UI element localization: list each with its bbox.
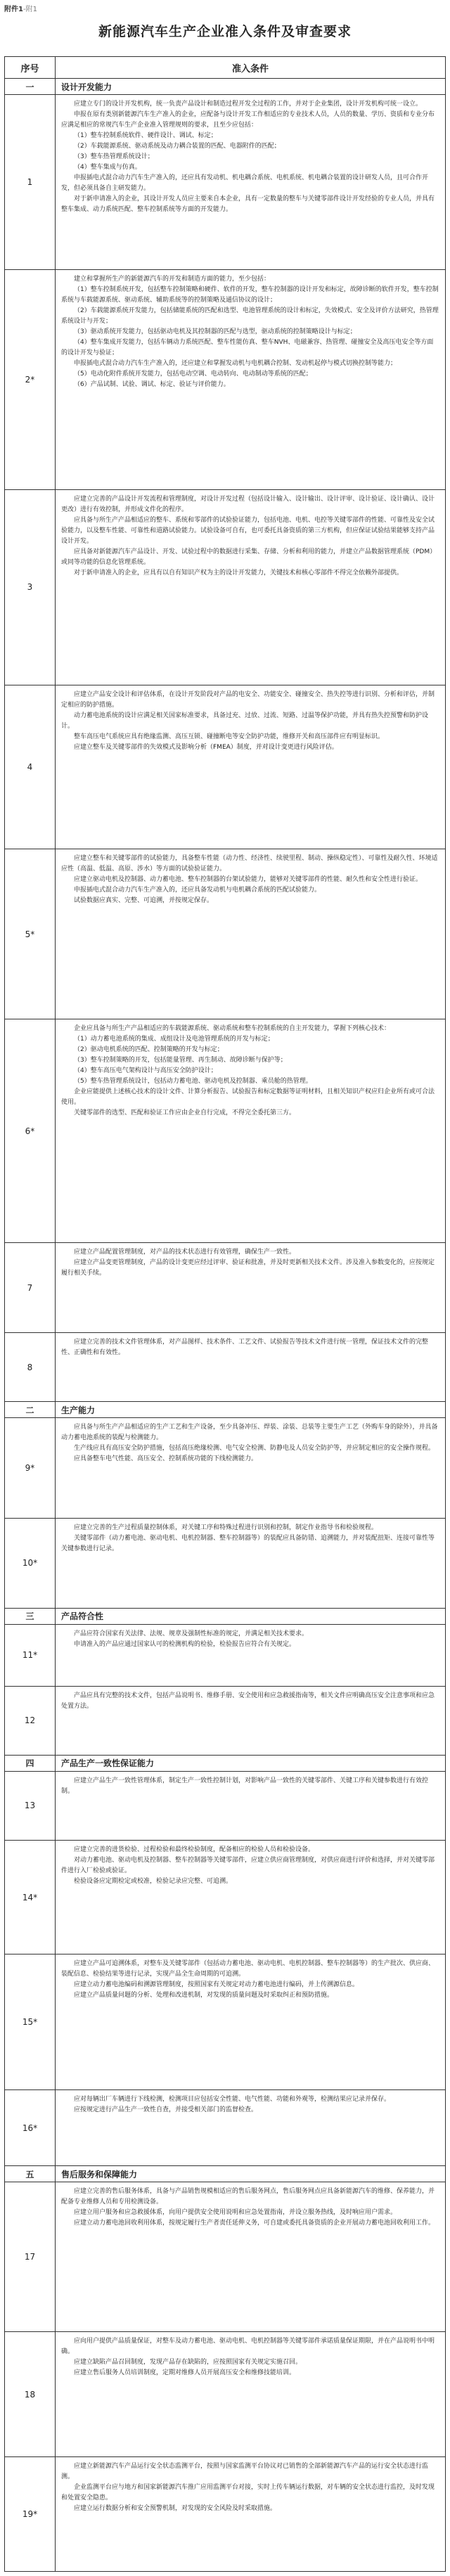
condition-paragraph: 建立和掌握所生产的新能源汽车的开发和制造方面的能力，至少包括： — [74, 275, 271, 283]
condition-paragraph: 关键零部件（动力蓄电池、驱动电机、电机控制器、整车控制器等）的装配应具备防错、追溯能力，并对装配扭矩、连接可靠性等关键参数进行记录。 — [61, 1535, 435, 1553]
table-row — [5, 1333, 445, 1402]
condition-paragraph: 对于新申请准入的企业，应具有以自有知识产权为主的设计开发能力，关键技术和核心零部件不得完全依赖外部提供。 — [74, 569, 404, 577]
row-seq: 1 — [5, 95, 56, 269]
condition-text — [56, 685, 445, 849]
condition-paragraph: 申请准入的产品应通过国家认可的检测机构的检验，检验报告应符合有关规定。 — [74, 1640, 296, 1648]
attachment-tag: 附件1-附1 — [4, 6, 37, 13]
condition-paragraph: （3）整车控制策略的开发，包括能量管理、再生制动、故障诊断与保护等； — [74, 1057, 287, 1064]
row-seq: 14* — [5, 1841, 56, 1954]
condition-paragraph: 应建立新能源汽车产品运行安全状态监测平台，按照与国家监测平台协议对已销售的全部新能源汽车产品的运行安全状态进行监测。 — [61, 2463, 429, 2481]
row-seq: 15* — [5, 1954, 56, 2089]
condition-text — [56, 2182, 445, 2331]
section-row — [5, 2166, 445, 2182]
table-row — [5, 1243, 445, 1333]
table-row — [5, 1519, 445, 1609]
row-seq: 6* — [5, 1019, 56, 1242]
section-row — [5, 1402, 445, 1418]
condition-text — [56, 1519, 445, 1608]
condition-paragraph: 应建立产品质量问题的分析、处理和改进机制，对发现的质量问题及时采取纠正和预防措施。 — [74, 1992, 334, 1999]
condition-text — [56, 1841, 445, 1954]
section-title: 产品符合性 — [61, 1611, 104, 1622]
condition-paragraph: （2）车载能源系统开发能力，包括储能系统的匹配和选型、电池管理系统的设计和标定，失效模式、安全及评价方法研究，热管理系统设计与开发； — [61, 307, 439, 325]
row-seq: 5* — [5, 849, 56, 1019]
condition-paragraph: 应建立缺陷产品召回制度，发现产品存在缺陷的，应按照国家有关规定实施召回。 — [74, 2359, 302, 2366]
condition-paragraph: （1）动力蓄电池系统的集成、成组设计及电池管理系统的开发与标定； — [74, 1036, 274, 1043]
condition-paragraph: 应建立售后服务人员培训制度，定期对维修人员开展高压安全和维修技能培训。 — [74, 2369, 296, 2377]
table-row — [5, 685, 445, 849]
condition-paragraph: （1）整车控制系统软件、硬件设计、调试、标定； — [74, 132, 217, 139]
row-seq: 四 — [5, 1756, 56, 1771]
condition-text — [56, 1625, 445, 1686]
condition-text — [56, 2332, 445, 2456]
condition-text — [56, 1772, 445, 1840]
condition-paragraph: （3）整车热管理系统设计； — [74, 153, 154, 160]
condition-text — [56, 95, 445, 269]
condition-paragraph: （4）整车集成开发能力，包括车辆动力系统匹配、整车性能仿真、整车NVH、电磁兼容、热管理、碰撞安全及高压电安全等方面的设计开发与验证； — [61, 338, 434, 356]
condition-text — [56, 2090, 445, 2165]
condition-paragraph: 应建立驱动电机及控制器、动力蓄电池、整车控制器的台架试验能力，能够对关键零部件的性能、耐久性和安全性进行验证。 — [74, 875, 423, 883]
row-seq: 2* — [5, 270, 56, 489]
condition-paragraph: 产品应符合国家有关法律、法规、规章及强制性标准的规定，并满足相关技术要求。 — [74, 1630, 309, 1637]
section-title: 产品生产一致性保证能力 — [61, 1758, 155, 1769]
table-row — [5, 2182, 445, 2332]
condition-paragraph: 应建立产品变更管理制度，产品的设计变更应经过评审、验证和批准，并及时更新相关技术文件。涉及准入参数变化的，应按规定履行相关手续。 — [61, 1259, 435, 1277]
condition-paragraph: 应建立完善的售后服务体系，具备与产品销售规模相适应的售后服务网点，售后服务网点应具备新能源汽车的维修、保养能力，并配备专业维修人员和专用检测设备。 — [61, 2188, 435, 2206]
header-condition: 准入条件 — [231, 63, 269, 75]
row-seq: 19* — [5, 2457, 56, 2571]
condition-paragraph: （6）产品试制、试验、调试、标定、验证与评价能力。 — [74, 380, 230, 388]
section-row — [5, 1609, 445, 1625]
table-row — [5, 1019, 445, 1243]
condition-paragraph: 申报插电式混合动力汽车生产准入的，还应具有发动机、机电耦合系统、电机系统、机电耦合装置的设计研发人员，且可合作开发，但必须具备自主研发能力。 — [61, 174, 429, 192]
table-row — [5, 95, 445, 270]
section-title: 售后服务和保障能力 — [61, 2169, 138, 2179]
condition-paragraph: 应建立运行数据分析和安全预警机制，对发现的安全风险及时采取措施。 — [74, 2505, 277, 2513]
condition-paragraph: （5）电动化附件系统开发能力，包括电动空调、电动转向、电动制动等系统的匹配； — [74, 370, 312, 378]
condition-paragraph: 应建立产品配置管理制度，对产品的技术状态进行有效管理，确保生产一致性。 — [74, 1249, 296, 1256]
condition-paragraph: 生产线应具有高压安全防护措施，包括高压绝缘检测、电气安全检测、防静电及人员安全防护等，并应制定相应的安全操作规程。 — [74, 1445, 435, 1453]
condition-paragraph: 申报在原有类别新能源汽车生产准入的企业，应配备与设计开发工作相适应的专业技术人员，人员的数量、学历、资质和专业分布应满足相应的常规汽车生产企业准入管理规则的要求，且至少应包括： — [61, 111, 435, 129]
condition-paragraph: 应建立整车及关键零部件的失效模式及影响分析（FMEA）制度，并对设计变更进行风险评估。 — [74, 743, 338, 751]
condition-text — [56, 1333, 445, 1401]
condition-paragraph: 申报插电式混合动力汽车生产准入的，还应具备发动机与电机耦合系统的匹配试验能力。 — [74, 886, 321, 894]
condition-paragraph: 产品应具有完整的技术文件，包括产品说明书、维修手册、安全使用和应急救援指南等，相关文件应明确高压安全注意事项和应急处置方法。 — [61, 1692, 435, 1710]
table-row — [5, 2090, 445, 2166]
table-body — [5, 79, 445, 2571]
condition-text — [56, 2457, 445, 2571]
row-seq: 16* — [5, 2090, 56, 2165]
row-seq: 4 — [5, 685, 56, 849]
condition-text — [56, 1687, 445, 1755]
row-seq: 10* — [5, 1519, 56, 1608]
condition-paragraph: 应具备对新能源汽车产品设计、开发、试验过程中的数据进行采集、存储、分析和利用的能力，并建立产品数据管理系统（PDM）或同等功能的信息化管理系统。 — [61, 548, 437, 566]
header-seq: 序号 — [5, 57, 56, 78]
section-title: 设计开发能力 — [61, 82, 112, 92]
condition-paragraph: 应建立完善的生产过程质量控制体系，对关键工序和特殊过程进行识别和控制，制定作业指导书和检验规程。 — [74, 1524, 378, 1532]
section-row — [5, 79, 445, 95]
condition-paragraph: 应建立产品生产一致性管理体系，制定生产一致性控制计划，对影响产品一致性的关键零部件、关键工序和关键参数进行有效控制。 — [61, 1777, 429, 1795]
row-seq: 13 — [5, 1772, 56, 1840]
condition-text — [56, 1019, 445, 1242]
table-row — [5, 1418, 445, 1519]
condition-paragraph: 应建立完善的技术文件管理体系，对产品图样、技术条件、工艺文件、试验报告等技术文件进行统一管理，保证技术文件的完整性、正确性和有效性。 — [61, 1339, 429, 1357]
condition-paragraph: 应建立专门的设计开发机构，统一负责产品设计和制造过程开发全过程的工作，并对于企业集团，设计开发机构可统一设立。 — [74, 101, 423, 108]
condition-paragraph: 企业应具备与所生产产品相适应的车载能源系统、驱动系统和整车控制系统的自主开发能力，掌握下列核心技术： — [74, 1025, 391, 1033]
condition-text — [56, 1243, 445, 1332]
condition-paragraph: 试验数据应真实、完整、可追溯，并按规定保存。 — [74, 896, 214, 904]
condition-paragraph: 应建立完善的产品设计开发流程和管理制度，对设计开发过程（包括设计输入、设计输出、设计评审、设计验证、设计确认、设计更改）进行有效控制，并形成文件化的程序。 — [61, 495, 435, 513]
row-seq: 五 — [5, 2166, 56, 2182]
table-row — [5, 2457, 445, 2571]
table-row — [5, 2332, 445, 2457]
condition-paragraph: （2）车载能源系统、驱动系统及动力耦合装置的匹配、电器附件的匹配； — [74, 143, 281, 150]
condition-paragraph: （3）驱动系统开发能力，包括驱动电机及其控制器的匹配与选型，驱动系统的控制策略设计与标定； — [74, 328, 356, 335]
condition-text — [56, 1954, 445, 2089]
condition-paragraph: 应对每辆出厂车辆进行下线检测，检测项目应包括安全性能、电气性能、功能和外观等，检测结果应记录并保存。 — [74, 2096, 391, 2104]
section-title: 生产能力 — [61, 1405, 96, 1415]
condition-paragraph: 对动力蓄电池、驱动电机及控制器、整车控制器等关键零部件，应建立供应商管理制度，对供应商进行评价和选择，并对关键零部件进行入厂检验或验证。 — [61, 1856, 435, 1874]
condition-paragraph: 应向用户提供产品质量保证，对整车及动力蓄电池、驱动电机、电机控制器等关键零部件承诺质量保证期限，并在产品说明书中明确。 — [61, 2338, 435, 2356]
row-seq: 二 — [5, 1402, 56, 1417]
condition-paragraph: （2）驱动电机系统的匹配、控制策略的开发与标定； — [74, 1046, 224, 1054]
table-row — [5, 1772, 445, 1841]
section-row — [5, 1756, 445, 1772]
table-row — [5, 1687, 445, 1756]
condition-paragraph: 应建立产品可追溯体系，对整车及关键零部件（包括动力蓄电池、驱动电机、电机控制器、整车控制器等）的生产批次、供应商、装配信息、检验结果等进行记录，实现产品全生命周期的可追溯。 — [61, 1960, 435, 1978]
condition-paragraph: （1）整车控制系统开发，包括整车控制策略和硬件、软件的开发，整车控制器的设计开发和标定，故障诊断的软件开发，整车控制系统与车载能源系统、驱动系统、辅助系统等的控制策略及通信协议的设计； — [61, 285, 439, 304]
condition-text — [56, 1418, 445, 1518]
condition-paragraph: 申报插电式混合动力汽车生产准入的，还应建立和掌握发动机与电机耦合控制、发动机起停与模式切换控制等能力； — [74, 359, 397, 367]
condition-paragraph: 检验设备应定期检定或校准，检验记录应完整、可追溯。 — [74, 1877, 233, 1885]
condition-paragraph: 整车高压电气系统应具有绝缘监测、高压互锁、碰撞断电等安全防护功能，维修开关和高压部件应有明显标识。 — [74, 733, 385, 740]
condition-paragraph: 应建立整车和关键零部件的试验能力，具备整车性能（动力性、经济性、续驶里程、制动、操纵稳定性）、可靠性及耐久性、环境适应性（高温、低温、高原、涉水）等方面的试验验证能力。 — [61, 854, 438, 872]
row-seq: 7 — [5, 1243, 56, 1332]
row-seq: 12 — [5, 1687, 56, 1755]
condition-paragraph: 应按规定进行产品生产一致性自查，并接受相关部门的监督检查。 — [74, 2106, 258, 2114]
condition-text — [56, 849, 445, 1019]
condition-paragraph: （5）整车热管理系统设计，包括动力蓄电池、驱动电机及控制器、乘员舱的热管理。 — [74, 1078, 312, 1086]
row-seq: 三 — [5, 1609, 56, 1624]
row-seq: 11* — [5, 1625, 56, 1686]
condition-paragraph: 应具备与所生产产品相适应的生产工艺和生产设备，至少具备冲压、焊装、涂装、总装等主要生产工艺（外购车身的除外），并具备动力蓄电池系统的装配与检测能力。 — [61, 1424, 438, 1442]
condition-paragraph: 企业应能提供上述核心技术的设计文件、计算分析报告、试验报告和标定数据等证明材料，且相关知识产权应归企业所有或可合法使用。 — [61, 1088, 435, 1107]
condition-paragraph: 应建立产品安全设计和评估体系，在设计开发阶段对产品的电安全、功能安全、碰撞安全、热失控等进行识别、分析和评估，并制定相应的防护措施。 — [61, 690, 435, 709]
condition-paragraph: 应具备与所生产产品相适应的整车、系统和零部件的试验验证能力，包括电池、电机、电控等关键零部件的性能、可靠性及安全试验能力，以及整车性能、可靠性和道路试验能力。试验设备可自有，也可委托具备资质的第三方机构，但应保证试验结果能够支持产品设计开发。 — [61, 516, 435, 545]
table-header — [5, 57, 445, 79]
condition-paragraph: 应建立完善的进货检验、过程检验和最终检验制度，配备相应的检验人员和检验设备。 — [74, 1846, 315, 1853]
requirements-table — [4, 56, 446, 2572]
condition-paragraph: （4）整车集成与仿真。 — [74, 164, 141, 171]
condition-paragraph: （4）整车高压电气架构设计与高压安全防护设计； — [74, 1067, 217, 1075]
condition-paragraph: 应具备整车电气性能、高压安全、控制系统功能的下线检测能力。 — [74, 1455, 258, 1463]
row-seq: 18 — [5, 2332, 56, 2456]
table-row — [5, 1625, 445, 1687]
condition-paragraph: 应建立用户服务和应急救援体系，向用户提供安全使用说明和应急处置指南，并设立服务热线，及时响应用户需求。 — [74, 2209, 397, 2217]
condition-paragraph: 对于新申请准入的企业，其设计开发人员应主要来自本企业，具有一定数量的整车与关键零部件设计开发经验的专业人员，并具有整车集成、动力系统匹配、整车控制系统等方面的开发能力。 — [61, 195, 435, 213]
row-seq: 8 — [5, 1333, 56, 1401]
table-row — [5, 490, 445, 685]
condition-paragraph: 关键零部件的选型、匹配和验证工作应由企业自行完成，不得完全委托第三方。 — [74, 1109, 296, 1117]
condition-paragraph: 动力蓄电池系统的设计应满足相关国家标准要求，具备过充、过放、过流、短路、过温等保护功能，并具有热失控预警和防护设计。 — [61, 711, 429, 730]
condition-paragraph: 应建立动力蓄电池编码和溯源管理制度，按照国家有关规定对动力蓄电池进行编码，并上传溯源信息。 — [74, 1981, 359, 1989]
table-row — [5, 849, 445, 1020]
row-seq: 9* — [5, 1418, 56, 1518]
condition-text — [56, 490, 445, 685]
condition-text — [56, 270, 445, 489]
table-row — [5, 1954, 445, 2090]
row-seq: 一 — [5, 79, 56, 94]
condition-paragraph: 企业监测平台应与地方和国家新能源汽车推广应用监测平台对接，实时上传车辆运行数据，对车辆的安全状态进行监控，及时发现和处置安全隐患。 — [61, 2484, 435, 2502]
document-title: 新能源汽车生产企业准入条件及审查要求 — [98, 24, 352, 39]
table-row — [5, 1841, 445, 1955]
table-row — [5, 270, 445, 490]
row-seq: 17 — [5, 2182, 56, 2331]
condition-paragraph: 应建立动力蓄电池回收利用体系，按规定履行生产者责任延伸义务，可自建或委托具备资质的企业开展动力蓄电池回收利用工作。 — [74, 2220, 435, 2227]
row-seq: 3 — [5, 490, 56, 685]
